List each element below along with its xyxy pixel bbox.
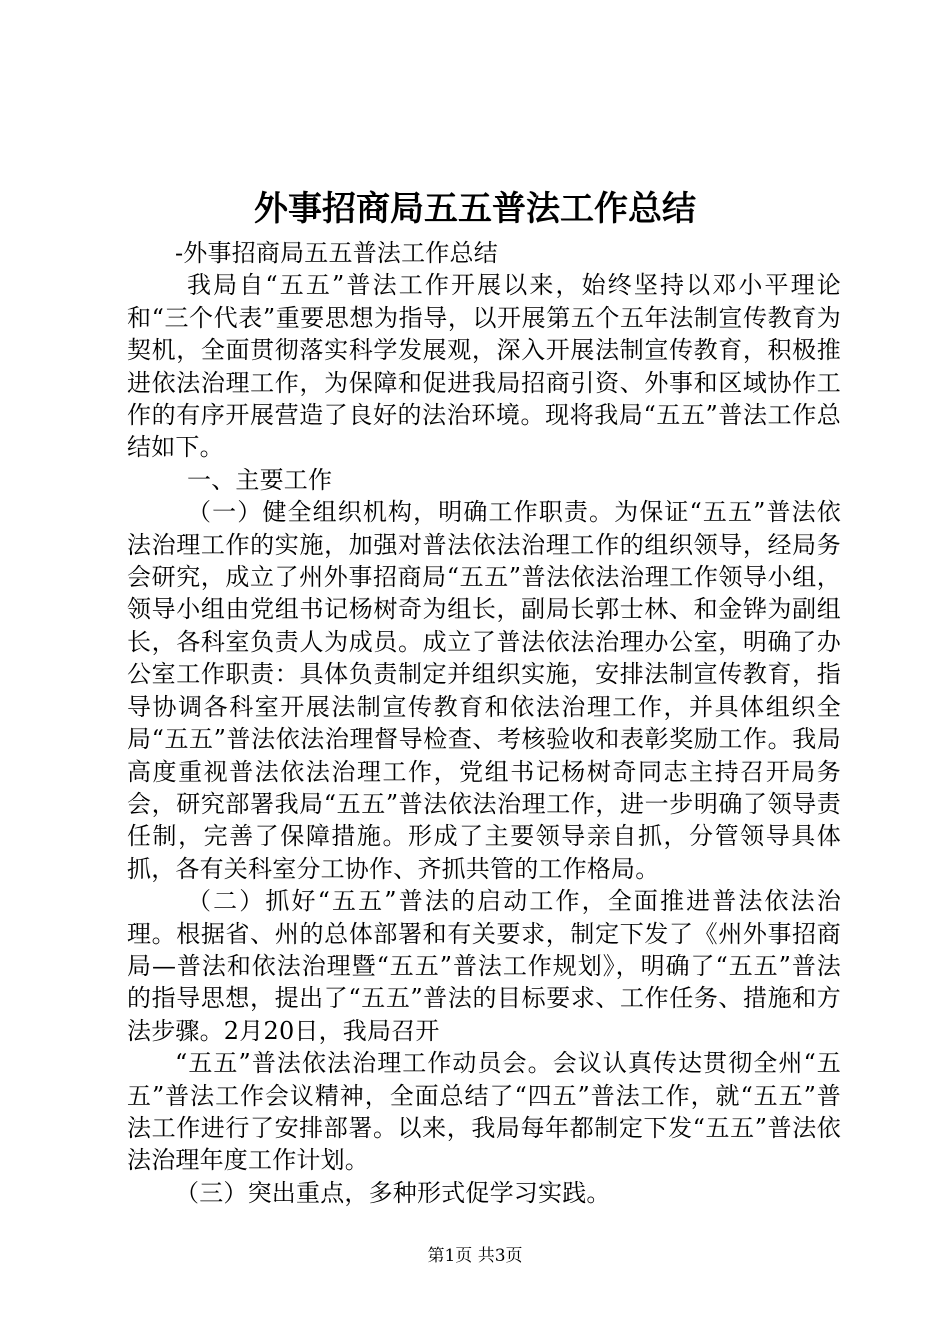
paragraph-item-2: （二）抓好“五五”普法的启动工作，全面推进普法依法治理。根据省、州的总体部署和有关要求，制定下发了《州外事招商局—普法和依法治理暨“五五”普法工作规划》，明确了“五五”普法的指导思想，提出了“五五”普法的目标要求、工作任务、措施和方法步骤。2月20日，我局召开	[127, 887, 841, 1045]
paragraph-item-2-continued: “五五”普法依法治理工作动员会。会议认真传达贯彻全州“五五”普法工作会议精神，全面总结了“四五”普法工作，就“五五”普法工作进行了安排部署。以来，我局每年都制定下发“五五”普法依法治理年度工作计划。	[127, 1049, 841, 1175]
document-body	[127, 237, 841, 1209]
paragraph-intro: 我局自“五五”普法工作开展以来，始终坚持以邓小平理论和“三个代表”重要思想为指导，以开展第五个五年法制宣传教育为契机，全面贯彻落实科学发展观，深入开展法制宣传教育，积极推进依法治理工作，为保障和促进我局招商引资、外事和区域协作工作的有序开展营造了良好的法治环境。现将我局“五五”普法工作总结如下。	[127, 271, 841, 462]
document-subtitle: -外事招商局五五普法工作总结	[175, 239, 498, 267]
paragraph-item-3: （三）突出重点，多种形式促学习实践。	[175, 1178, 611, 1207]
section-heading-main-work: 一、主要工作	[187, 465, 333, 494]
paragraph-item-1: （一）健全组织机构，明确工作职责。为保证“五五”普法依法治理工作的实施，加强对普法依法治理工作的组织领导，经局务会研究，成立了州外事招商局“五五”普法依法治理工作领导小组，领导小组由党组书记杨树奇为组长，副局长郭士林、和金铧为副组长，各科室负责人为成员。成立了普法依法治理办公室，明确了办公室工作职责：具体负责制定并组织实施，安排法制宣传教育，指导协调各科室开展法制宣传教育和依法治理工作，并具体组织全局“五五”普法依法治理督导检查、考核验收和表彰奖励工作。我局高度重视普法依法治理工作，党组书记杨树奇同志主持召开局务会，研究部署我局“五五”普法依法治理工作，进一步明确了领导责任制，完善了保障措施。形成了主要领导亲自抓，分管领导具体抓，各有关科室分工协作、齐抓共管的工作格局。	[127, 498, 841, 883]
page-number: 第1页 共3页	[427, 1246, 523, 1266]
document-title: 外事招商局五五普法工作总结	[254, 189, 696, 229]
